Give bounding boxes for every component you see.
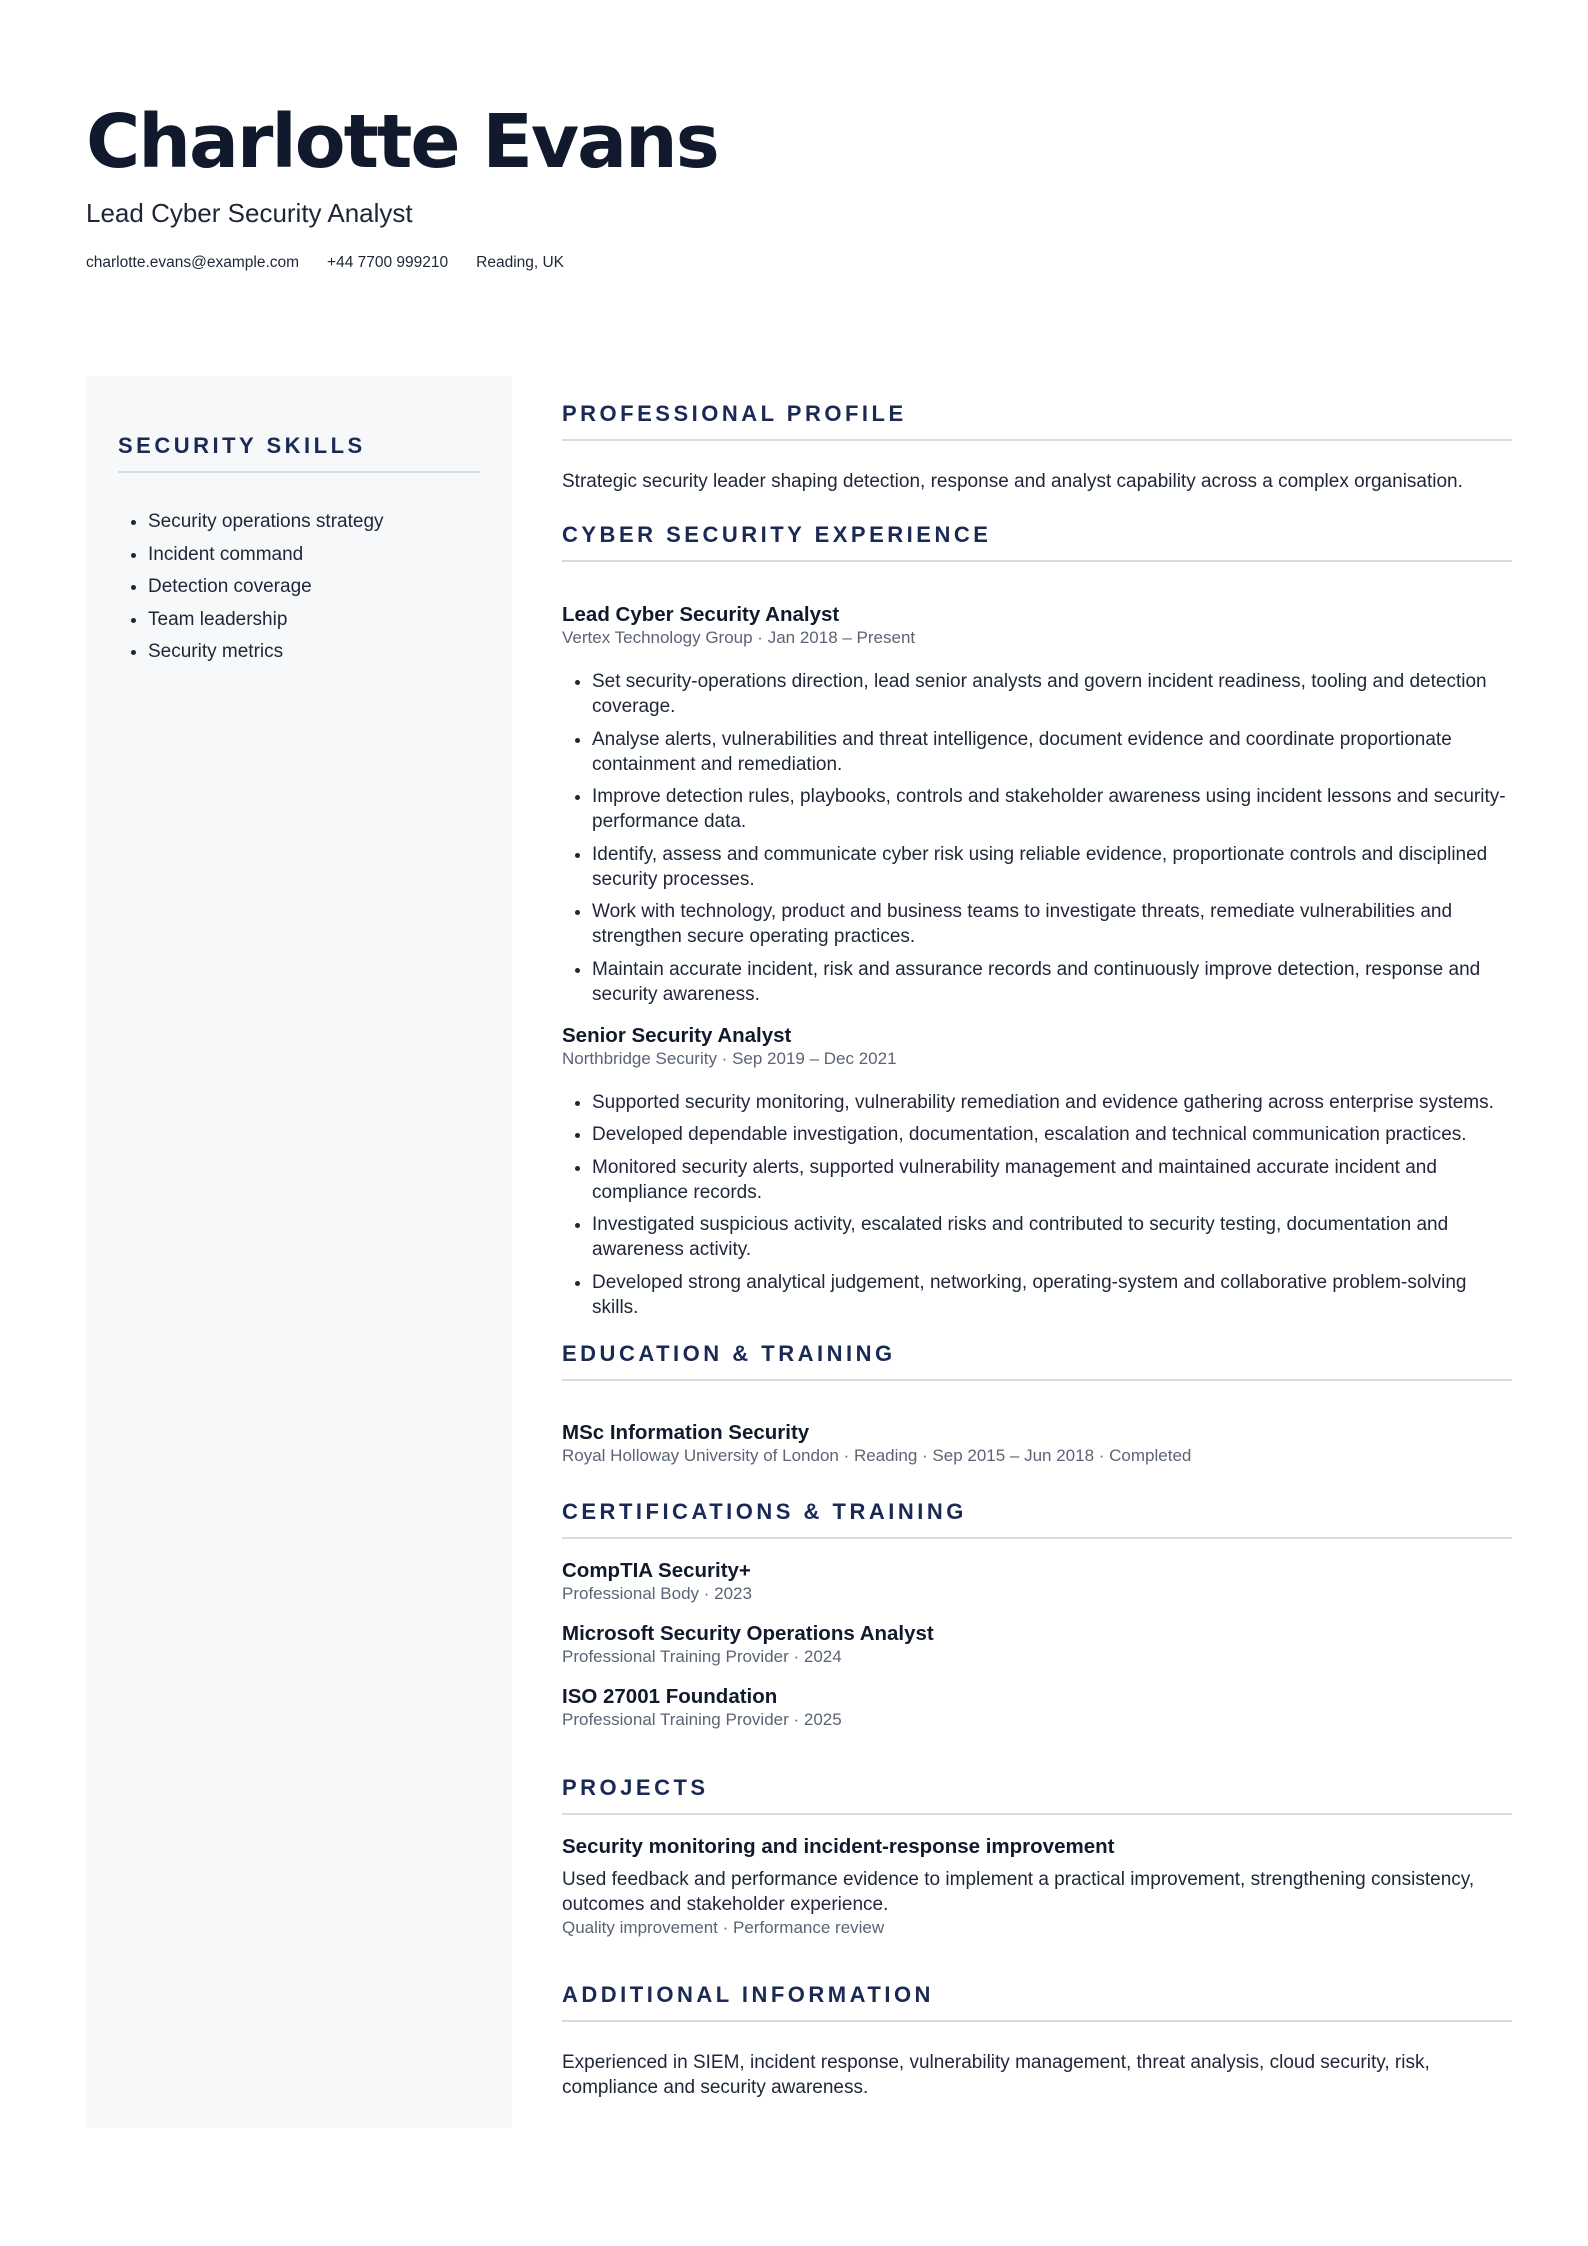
contact-line (86, 252, 564, 274)
degree-title: MSc Information Security (562, 1420, 810, 1444)
skill-item: • Security metrics (148, 636, 384, 669)
profile-heading: PROFESSIONAL PROFILE (562, 400, 1512, 441)
candidate-headline: Lead Cyber Security Analyst (86, 198, 413, 228)
contact-location: Reading, UK (476, 254, 565, 271)
job-bullet: • Maintain accurate incident, risk and assurance records and continuously improve detection, response and security awareness. (592, 957, 1512, 1007)
profile-section (562, 400, 1512, 494)
job-bullets (562, 669, 1512, 1007)
contact-phone[interactable]: +44 7700 999210 (327, 254, 449, 271)
experience-heading: CYBER SECURITY EXPERIENCE (562, 521, 1512, 562)
certification-meta: Professional Training Provider · 2025 (562, 1709, 842, 1729)
skills-sidebar (86, 376, 512, 2128)
certification-name: ISO 27001 Foundation (562, 1684, 778, 1708)
candidate-name: Charlotte Evans (86, 99, 718, 185)
job-bullet: • Identify, assess and communicate cyber risk using reliable evidence, proportionate controls and disciplined security processes. (592, 842, 1512, 892)
job-bullet: • Developed dependable investigation, documentation, escalation and technical communication practices. (592, 1122, 1512, 1147)
job-bullet: • Analyse alerts, vulnerabilities and threat intelligence, document evidence and coordinate proportionate containment and remediation. (592, 727, 1512, 777)
project-meta: Quality improvement · Performance review (562, 1917, 885, 1937)
job-bullet: • Work with technology, product and business teams to investigate threats, remediate vulnerabilities and strengthen secure operating practices. (592, 899, 1512, 949)
projects-heading: PROJECTS (562, 1774, 1512, 1815)
skill-item: • Detection coverage (148, 571, 384, 604)
job-bullet: • Developed strong analytical judgement, networking, operating-system and collaborative problem-solving skills. (592, 1270, 1512, 1320)
job-title: Senior Security Analyst (562, 1023, 792, 1047)
projects-section (562, 1774, 1512, 1938)
certification-meta: Professional Training Provider · 2024 (562, 1646, 842, 1666)
additional-text: Experienced in SIEM, incident response, vulnerability management, threat analysis, cloud security, risk, compliance and security awareness. (562, 2051, 1430, 2098)
main-column (562, 400, 1512, 2100)
skill-item: • Incident command (148, 539, 384, 572)
education-heading: EDUCATION & TRAINING (562, 1340, 1512, 1381)
certification-meta: Professional Body · 2023 (562, 1583, 752, 1603)
job-bullets (562, 1090, 1512, 1320)
certifications-section (562, 1498, 1512, 1730)
certification-name: Microsoft Security Operations Analyst (562, 1621, 934, 1645)
degree-meta: Royal Holloway University of London · Reading · Sep 2015 – Jun 2018 · Completed (562, 1445, 1192, 1465)
job-bullet: • Investigated suspicious activity, escalated risks and contributed to security testing, documentation and awareness activity. (592, 1212, 1512, 1262)
skills-list (118, 506, 384, 669)
skill-item: • Team leadership (148, 604, 384, 637)
project-description: Used feedback and performance evidence to implement a practical improvement, strengthening consistency, outcomes and stakeholder experience. (562, 1868, 1475, 1915)
certification-item (562, 1559, 1512, 1604)
project-title: Security monitoring and incident-response improvement (562, 1834, 1115, 1858)
job-meta: Vertex Technology Group · Jan 2018 – Present (562, 628, 916, 647)
job-bullet: • Supported security monitoring, vulnerability remediation and evidence gathering across enterprise systems. (592, 1090, 1512, 1115)
certification-item (562, 1685, 1512, 1730)
additional-section (562, 1981, 1512, 2100)
additional-heading: ADDITIONAL INFORMATION (562, 1981, 1512, 2022)
job-entry (562, 603, 1512, 1007)
experience-section (562, 521, 1512, 1320)
certification-item (562, 1622, 1512, 1667)
contact-email[interactable]: charlotte.evans@example.com (86, 254, 300, 271)
certifications-heading: CERTIFICATIONS & TRAINING (562, 1498, 1512, 1539)
education-section (562, 1340, 1512, 1466)
job-meta: Northbridge Security · Sep 2019 – Dec 2021 (562, 1048, 897, 1068)
job-title: Lead Cyber Security Analyst (562, 603, 840, 626)
job-bullet: • Improve detection rules, playbooks, controls and stakeholder awareness using incident lessons and security-performance data. (592, 784, 1512, 834)
job-bullet: • Set security-operations direction, lead senior analysts and govern incident readiness, tooling and detection coverage. (592, 669, 1512, 719)
job-bullet: • Monitored security alerts, supported vulnerability management and maintained accurate incident and compliance records. (592, 1155, 1512, 1205)
profile-text: Strategic security leader shaping detection, response and analyst capability across a complex organisation. (562, 471, 1463, 492)
skills-heading: SECURITY SKILLS (118, 432, 480, 473)
skill-item: • Security operations strategy (148, 506, 384, 539)
job-entry (562, 1024, 1512, 1320)
certification-name: CompTIA Security+ (562, 1558, 751, 1582)
